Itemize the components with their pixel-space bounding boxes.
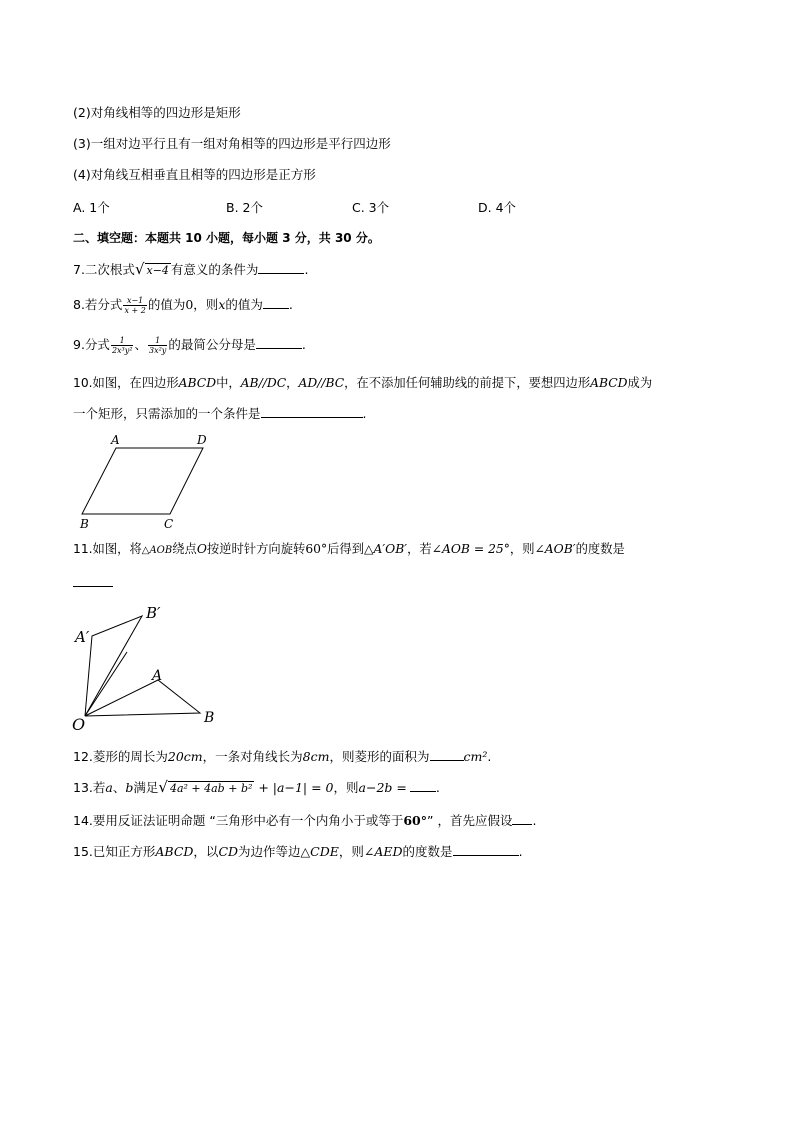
answer-blank xyxy=(453,844,519,856)
question-14 xyxy=(73,812,536,830)
q9-fraction-1 xyxy=(111,336,134,355)
q10-zh: 中， xyxy=(216,376,241,390)
q10-abcd: ABCD xyxy=(178,376,217,390)
label-b: B xyxy=(204,710,215,726)
option-d: D. 4个 xyxy=(478,200,517,215)
q13-end: . xyxy=(435,780,440,795)
q8-fraction xyxy=(123,296,146,315)
q15-t1: ，以 xyxy=(193,844,219,859)
q15-t2: 为边作等边 xyxy=(238,844,301,859)
sqrt-symbol: √ xyxy=(158,778,168,796)
q11-point-o: O xyxy=(196,542,207,556)
q13-expression: a−2b = xyxy=(358,780,407,795)
q15-end: . xyxy=(518,844,523,859)
q13-mid: 满足 xyxy=(133,780,159,795)
answer-blank xyxy=(256,337,302,349)
q14-end: . xyxy=(532,813,537,828)
q15-t3: ，则 xyxy=(338,844,364,859)
q15-angle: ∠AED xyxy=(363,844,403,859)
q9-denominator-2: 3x²y xyxy=(149,346,167,355)
answer-blank xyxy=(261,406,363,418)
q9-fraction-2 xyxy=(148,336,167,355)
q13-post: ，则 xyxy=(333,780,359,795)
q8-mid2: ，则 xyxy=(193,297,219,312)
section-title: 二、填空题：本题共 10 小题，每小题 3 分，共 30 分。 xyxy=(73,231,380,245)
answer-blank xyxy=(512,813,532,825)
statement-2: (2)对角线相等的四边形是矩形 xyxy=(73,105,241,120)
q15-pre: 15.已知正方形 xyxy=(73,844,156,859)
q10-comma: ， xyxy=(286,376,299,390)
q10-pre: 10.如图，在四边形 xyxy=(73,376,179,390)
option-a: A. 1个 xyxy=(73,200,110,215)
q13-b: b xyxy=(125,780,134,795)
q9-numerator-2: 1 xyxy=(148,336,167,346)
q11-triangle-2: △A′OB′ xyxy=(364,542,408,556)
q13-abs: + |a−1| = 0 xyxy=(254,780,334,795)
question-11 xyxy=(73,540,625,560)
answer-blank xyxy=(410,780,436,792)
question-15 xyxy=(73,843,523,861)
question-9 xyxy=(73,336,306,355)
q15-abcd: ABCD xyxy=(155,844,194,859)
q10-ad-parallel: AD//BC xyxy=(298,376,345,390)
answer-blank xyxy=(258,262,304,274)
label-c: C xyxy=(164,517,174,531)
q8-post: 的值为 xyxy=(225,297,263,312)
q10-rest: ，在不添加任何辅助线的前提下，要想四边形 xyxy=(344,376,591,390)
q8-numerator: x−1 xyxy=(123,296,146,306)
parallelogram-figure xyxy=(70,428,230,534)
option-b: B. 2个 xyxy=(226,200,263,215)
q14-post: ” ，首先应假设 xyxy=(427,813,513,828)
q12-post: ，则菱形的面积为 xyxy=(329,749,430,764)
answer-blank xyxy=(430,749,464,761)
q9-sep: 、 xyxy=(134,337,147,352)
label-o: O xyxy=(72,715,86,734)
q8-denominator: x + 2 xyxy=(124,306,146,315)
q15-cd: CD xyxy=(218,844,239,859)
triangle-a1ob1 xyxy=(85,616,142,716)
option-c: C. 3个 xyxy=(352,200,390,215)
q13-radicand: 4a² + 4ab + b² xyxy=(169,782,253,795)
question-10-line-2 xyxy=(73,405,367,423)
q9-end: . xyxy=(301,337,306,352)
q11-pre: 11.如图，将 xyxy=(73,542,142,556)
q13-a: a xyxy=(105,780,113,795)
q9-pre: 9.分式 xyxy=(73,337,110,352)
q12-unit: cm² xyxy=(463,749,488,764)
q9-numerator-1: 1 xyxy=(111,336,134,346)
q10-abcd-2: ABCD xyxy=(590,376,628,390)
q13-pre: 13.若 xyxy=(73,780,106,795)
rotation-figure xyxy=(70,596,230,734)
question-12 xyxy=(73,748,491,766)
q11-t5: ，则 xyxy=(509,542,535,556)
q11-t1: 绕点 xyxy=(172,542,197,556)
q11-t4: ，若 xyxy=(407,542,432,556)
q7-end: . xyxy=(304,262,309,277)
label-a: A xyxy=(152,668,163,684)
q11-degree: 60° xyxy=(305,542,328,556)
label-d: D xyxy=(197,433,207,447)
question-7 xyxy=(73,260,308,279)
q13-sep: 、 xyxy=(112,780,126,795)
q15-t4: 的度数是 xyxy=(402,844,453,859)
q15-triangle: △CDE xyxy=(300,844,339,859)
q12-diagonal: 8cm xyxy=(302,749,330,764)
q7-pre: 7.二次根式 xyxy=(73,262,135,277)
q11-angle: ∠AOB = 25° xyxy=(431,542,510,556)
answer-blank xyxy=(73,575,113,587)
sqrt-symbol: √ xyxy=(134,260,145,278)
parallelogram-abcd xyxy=(82,448,203,514)
q7-post: 有意义的条件为 xyxy=(170,262,259,277)
q10-ab-parallel: AB//DC xyxy=(240,376,287,390)
statement-3: (3)一组对边平行且有一组对角相等的四边形是平行四边形 xyxy=(73,136,391,151)
q12-perimeter: 20cm xyxy=(167,749,203,764)
q11-t2: 按逆时针方向旋转 xyxy=(206,542,306,556)
q11-t6: 的度数是 xyxy=(575,542,625,556)
q10-tail: 成为 xyxy=(627,376,653,390)
q10-end: . xyxy=(362,406,367,421)
answer-blank xyxy=(263,297,289,309)
q10-line2-text: 一个矩形，只需添加的一个条件是 xyxy=(73,406,261,421)
q11-triangle: △AOB xyxy=(141,545,173,556)
q9-denominator-1: 2x³y² xyxy=(111,346,133,355)
label-a-prime: A′ xyxy=(75,628,90,646)
question-8 xyxy=(73,296,293,315)
label-b-prime: B′ xyxy=(146,604,161,622)
q14-text: 14.要用反证法证明命题 “三角形中必有一个内角小于或等于 xyxy=(73,813,404,828)
question-11-blank-line xyxy=(73,574,113,592)
q12-pre: 12.菱形的周长为 xyxy=(73,749,168,764)
q11-t3: 后得到 xyxy=(327,542,365,556)
question-13 xyxy=(73,778,440,797)
q8-end: . xyxy=(288,297,293,312)
label-a: A xyxy=(111,433,120,447)
q12-mid: ，一条对角线长为 xyxy=(202,749,303,764)
q8-zero: 0 xyxy=(185,297,194,312)
statement-4: (4)对角线互相垂直且相等的四边形是正方形 xyxy=(73,167,316,182)
question-10-line-1 xyxy=(73,374,652,392)
q9-post: 的最简公分母是 xyxy=(168,337,256,352)
label-b: B xyxy=(80,517,89,531)
q7-radicand: x−4 xyxy=(146,264,169,277)
q8-var: x xyxy=(218,297,226,312)
q8-mid: 的值为 xyxy=(147,297,186,312)
q12-end: . xyxy=(487,749,492,764)
q14-degree: 60° xyxy=(403,813,427,828)
q8-pre: 8.若分式 xyxy=(73,297,123,312)
q11-angle-2: ∠AOB′ xyxy=(534,542,576,556)
segment-o-b1 xyxy=(85,652,127,716)
